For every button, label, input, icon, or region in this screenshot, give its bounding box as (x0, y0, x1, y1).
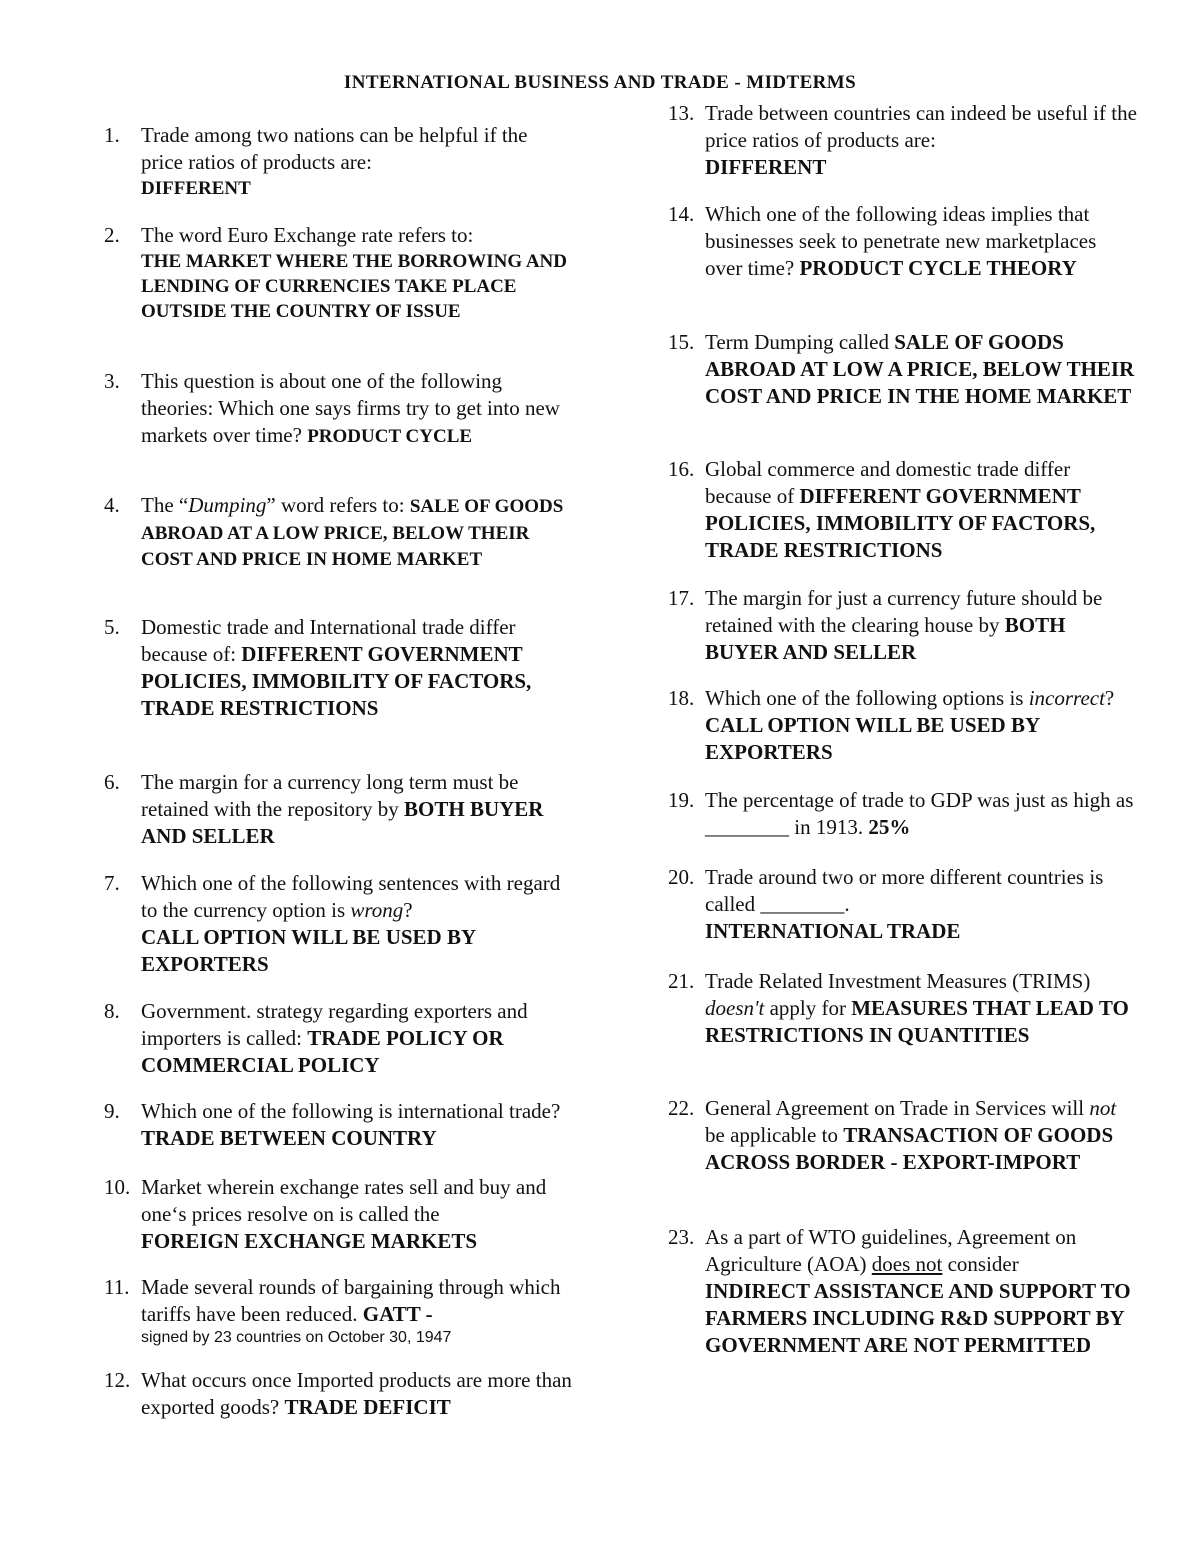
answer-text: PRODUCT CYCLE (307, 426, 473, 447)
question-15 (668, 329, 1138, 410)
question-number: 3. (104, 369, 120, 393)
question-text: Trade among two nations can be helpful if the price ratios of products are: (141, 123, 528, 174)
document-title: INTERNATIONAL BUSINESS AND TRADE - MIDTERMS (343, 72, 857, 93)
answer-text: INDIRECT ASSISTANCE AND SUPPORT TO FARMERS INCLUDING R&D SUPPORT BY GOVERNMENT ARE NOT PERMITTED (705, 1279, 1131, 1357)
question-9 (104, 1098, 574, 1152)
question-text: The margin for just a currency future should be retained with the clearing house by (705, 586, 1103, 637)
question-text: What occurs once Imported products are more than exported goods? (141, 1368, 572, 1419)
question-10 (104, 1174, 574, 1255)
question-1 (104, 122, 574, 202)
question-19 (668, 787, 1138, 841)
question-number: 18. (668, 686, 695, 710)
question-3 (104, 368, 574, 450)
answer-text: TRADE POLICY OR COMMERCIAL POLICY (141, 1026, 504, 1077)
question-text: Global commerce and domestic trade differ because of (705, 457, 1071, 508)
answer-text: PRODUCT CYCLE THEORY (799, 256, 1077, 280)
question-text-pre: Which one of the following sentences with regard to the currency option is (141, 871, 561, 922)
question-text: Trade between countries can indeed be useful if the price ratios of products are: (705, 101, 1137, 152)
question-text-pre: Trade around two or more different countries is called (705, 865, 1104, 916)
question-blank: ________ (705, 815, 789, 839)
question-text: Government. strategy regarding exporters and importers is called: (141, 999, 528, 1050)
question-text-post: consider (942, 1252, 1019, 1276)
question-17 (668, 585, 1138, 666)
question-text-post: ” word refers to: (266, 493, 405, 517)
question-text-post: ? (403, 898, 413, 922)
question-text: Made several rounds of bargaining through which tariffs have been reduced. (141, 1275, 561, 1326)
question-number: 5. (104, 615, 120, 639)
question-22 (668, 1095, 1138, 1176)
question-text-pre: The percentage of trade to GDP was just as high as (705, 788, 1134, 812)
answer-text: SALE OF GOODS ABROAD AT A LOW PRICE, BELOW THEIR COST AND PRICE IN HOME MARKET (141, 496, 564, 570)
answer-text: MEASURES THAT LEAD TO RESTRICTIONS IN QUANTITIES (705, 996, 1129, 1047)
answer-text: DIFFERENT GOVERNMENT POLICIES, IMMOBILITY OF FACTORS, TRADE RESTRICTIONS (141, 642, 532, 720)
question-20 (668, 864, 1138, 945)
question-text-italic: incorrect (1028, 686, 1105, 710)
question-number: 20. (668, 865, 695, 889)
answer-text: DIFFERENT (705, 155, 827, 179)
answer-text: GATT - (362, 1302, 433, 1326)
answer-text: TRANSACTION OF GOODS ACROSS BORDER - EXPORT-IMPORT (705, 1123, 1114, 1174)
question-text-pre: General Agreement on Trade in Services will (705, 1096, 1090, 1120)
question-text-post: ? (1104, 686, 1115, 710)
question-text-pre: Which one of the following options is (705, 686, 1029, 710)
question-text: Which one of the following ideas implies that businesses seek to penetrate new marketplaces over time? (705, 202, 1097, 280)
question-number: 8. (104, 999, 120, 1023)
answer-text: THE MARKET WHERE THE BORROWING AND LENDING OF CURRENCIES TAKE PLACE OUTSIDE THE COUNTRY OF ISSUE (141, 251, 567, 322)
answer-text: 25% (868, 815, 911, 839)
answer-text: SALE OF GOODS ABROAD AT LOW A PRICE, BELOW THEIR COST AND PRICE IN THE HOME MARKET (705, 330, 1135, 408)
question-text-pre: Trade Related Investment Measures (TRIMS) (705, 969, 1091, 993)
question-number: 4. (104, 493, 120, 517)
question-number: 6. (104, 770, 120, 794)
question-4 (104, 493, 574, 573)
answer-text: DIFFERENT GOVERNMENT POLICIES, IMMOBILITY OF FACTORS, TRADE RESTRICTIONS (705, 484, 1096, 562)
question-number: 10. (104, 1175, 131, 1199)
question-text: Market wherein exchange rates sell and buy and one‘s prices resolve on is called the (141, 1175, 547, 1226)
question-11 (104, 1274, 574, 1348)
question-number: 19. (668, 788, 695, 812)
question-text: The margin for a currency long term must be retained with the repository by (141, 770, 519, 821)
question-number: 17. (668, 586, 695, 610)
answer-text: TRADE BETWEEN COUNTRY (141, 1126, 437, 1150)
question-6 (104, 769, 574, 850)
question-number: 7. (104, 871, 120, 895)
question-text-underlined: does not (871, 1252, 943, 1276)
question-number: 14. (668, 202, 695, 226)
question-number: 12. (104, 1368, 131, 1392)
question-18 (668, 685, 1138, 766)
question-blank: ________ (760, 892, 845, 916)
question-number: 23. (668, 1225, 695, 1249)
question-number: 2. (104, 223, 120, 247)
question-12 (104, 1367, 574, 1421)
question-text-italic: wrong (350, 898, 404, 922)
question-number: 22. (668, 1096, 695, 1120)
question-text-pre: As a part of WTO guidelines, Agreement on Agriculture (AOA) (705, 1225, 1077, 1276)
question-13 (668, 100, 1138, 181)
question-text-post: . (844, 892, 850, 916)
question-text: Domestic trade and International trade differ because of: (141, 615, 516, 666)
question-number: 11. (104, 1275, 130, 1299)
question-23 (668, 1224, 1138, 1359)
answer-text: FOREIGN EXCHANGE MARKETS (141, 1229, 478, 1253)
answer-text: BOTH BUYER AND SELLER (141, 797, 544, 848)
question-number: 1. (104, 123, 120, 147)
question-number: 13. (668, 101, 695, 125)
answer-text: TRADE DEFICIT (284, 1395, 451, 1419)
answer-text: INTERNATIONAL TRADE (705, 919, 961, 943)
question-8 (104, 998, 574, 1079)
answer-text: DIFFERENT (141, 178, 251, 199)
answer-text: BOTH BUYER AND SELLER (705, 613, 1066, 664)
question-text-post: be applicable to (705, 1123, 838, 1147)
question-text-post: in 1913. (789, 815, 864, 839)
question-number: 9. (104, 1099, 120, 1123)
question-text-post: apply for (764, 996, 846, 1020)
question-5 (104, 614, 574, 722)
question-text: The word Euro Exchange rate refers to: (141, 223, 474, 247)
question-text-pre: The “ (141, 493, 189, 517)
question-text: This question is about one of the following theories: Which one says firms try to get into new markets over time? (141, 369, 560, 447)
question-14 (668, 201, 1138, 282)
question-text-italic: Dumping (188, 493, 267, 517)
question-text: Which one of the following is international trade? (141, 1099, 561, 1123)
question-21 (668, 968, 1138, 1049)
question-number: 16. (668, 457, 695, 481)
question-16 (668, 456, 1138, 564)
answer-text: CALL OPTION WILL BE USED BY EXPORTERS (141, 925, 476, 976)
question-7 (104, 870, 574, 978)
question-number: 15. (668, 330, 695, 354)
answer-note: signed by 23 countries on October 30, 1947 (141, 1329, 452, 1346)
question-text-italic: doesn't (705, 996, 765, 1020)
question-number: 21. (668, 969, 695, 993)
question-text: Term Dumping called (705, 330, 889, 354)
question-2 (104, 222, 574, 324)
answer-text: CALL OPTION WILL BE USED BY EXPORTERS (705, 713, 1040, 764)
question-text-italic: not (1089, 1096, 1117, 1120)
